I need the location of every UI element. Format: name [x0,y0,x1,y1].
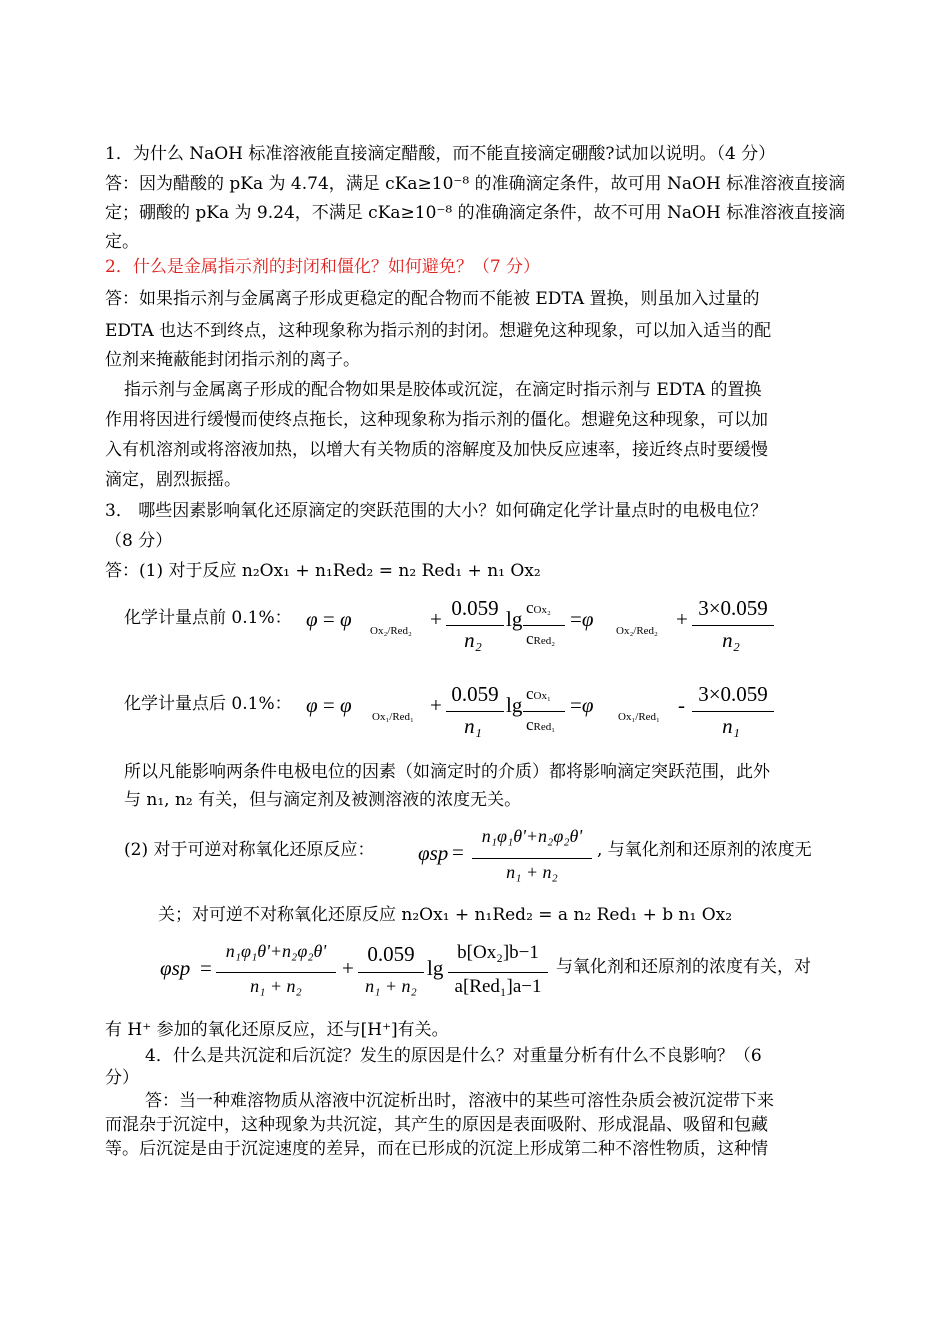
phi-symbol: φ [581,607,594,631]
conc-denominator [526,715,555,735]
equation-mid [570,607,593,632]
conc-subscript: Red₁ [533,721,556,733]
q4-question: 分） [105,1068,139,1088]
subscript: Ox₁/Red₁ [372,711,414,723]
phi-symbol: φ [306,693,318,717]
sp-denominator: n₁ + n₂ [506,862,558,882]
q3-h-line: 有 H⁺ 参加的氧化还原反应，还与[H⁺]有关。 [105,1020,449,1040]
part2-asym-line: 关；对可逆不对称氧化还原反应 n₂Ox₁ + n₁Red₂ = a n₂ Red₁ + b n₁ Ox₂ [158,905,733,925]
c-symbol: c [526,629,534,648]
fraction-numerator: 0.059 [367,942,415,966]
fraction-numerator: 0.059 [451,596,499,620]
fraction-denominator: n₂ [722,628,740,652]
conc-numerator [526,684,551,704]
conc-denominator [526,629,555,649]
phi-symbol: φ [339,693,352,717]
q2-answer-line: EDTA 也达不到终点，这种现象称为指示剂的封闭。想避免这种现象，可以加入适当的配 [105,321,772,341]
fraction-denominator: n₁ + n₂ [365,976,417,996]
sp-denominator: n₁ + n₂ [250,976,302,996]
phi-symbol: φ [581,693,594,717]
conc-subscript: Ox₁ [533,690,551,702]
fraction-numerator: 0.059 [451,682,499,706]
q3-conclusion: 与 n₁, n₂ 有关，但与滴定剂及被测溶液的浓度无关。 [124,790,522,810]
q2-answer-line: 位剂来掩蔽能封闭指示剂的离子。 [105,350,360,370]
eq-sign: = [452,840,464,864]
asym-tail: 与氧化剂和还原剂的浓度有关，对 [556,957,811,977]
q2-answer-line: 作用将因进行缓慢而使终点拖长，这种现象称为指示剂的僵化。想避免这种现象，可以加 [105,410,768,430]
asym-numerator: b[Ox₂]b−1 [457,942,539,963]
fraction-denominator: n₁ [722,714,740,738]
subscript: Ox₂/Red₂ [370,625,412,637]
phi-symbol: φ [339,607,352,631]
fraction-bar [448,972,548,973]
fraction-bar [692,625,774,626]
subscript: Ox₂/Red₂ [616,625,658,637]
eq-sign: = [570,607,582,631]
plus-sign: + [676,607,688,631]
after-label: 化学计量点后 0.1%： [124,694,292,714]
q3-conclusion: 所以凡能影响两条件电极电位的因素（如滴定时的介质）都将影响滴定突跃范围，此外 [124,762,770,782]
eq-sign: = [322,693,335,717]
phi-sp: φsp [418,841,449,865]
fraction-bar [446,711,504,712]
sp-numerator: n₁φ₁θ'+n₂φ₂θ' [225,941,327,961]
q2-question: 2．什么是金属指示剂的封闭和僵化？如何避免？（7 分） [105,257,541,277]
equation-before [306,607,352,632]
phi-symbol: φ [306,607,318,631]
q1-answer-line: 答：因为醋酸的 pKa 为 4.74，满足 cKa≥10⁻⁸ 的准确滴定条件，故可用 NaOH 标准溶液直接滴 [105,174,846,194]
equation-after [306,693,352,718]
lg-operator: lg [506,607,523,631]
part2-label: (2) 对于可逆对称氧化还原反应： [124,840,375,860]
q2-answer-line: 滴定，剧烈振摇。 [105,470,241,490]
plus-sign: + [342,956,354,980]
asym-denominator: a[Red₁]a−1 [454,976,542,997]
q4-question: 4．什么是共沉淀和后沉淀？发生的原因是什么？对重量分析有什么不良影响？（6 [145,1046,762,1066]
eq-sign: = [322,607,335,631]
q3-answer-intro: 答：(1) 对于反应 n₂Ox₁ + n₁Red₂ = n₂ Red₁ + n₁ Ox₂ [105,561,541,581]
sp-numerator: n₁φ₁θ'+n₂φ₂θ' [481,826,583,846]
q1-answer-line: 定。 [105,232,139,252]
fraction-denominator: n₁ [464,714,482,738]
fraction-bar [216,972,336,973]
conc-subscript: Ox₂ [533,604,551,616]
q2-answer-line: 入有机溶剂或将溶液加热，以增大有关物质的溶解度及加快反应速率，接近终点时要缓慢 [105,440,768,460]
c-symbol: c [526,684,534,703]
fraction-bar [358,972,424,973]
q1-answer-line: 定；硼酸的 pKa 为 9.24，不满足 cKa≥10⁻⁸ 的准确滴定条件，故不可用 NaOH 标准溶液直接滴 [105,203,846,223]
phi-sp: φsp [160,956,191,980]
c-symbol: c [526,715,534,734]
plus-sign: + [430,607,442,631]
fraction-numerator: 3×0.059 [698,596,768,620]
q3-question: （8 分） [105,531,173,551]
fraction-bar [523,711,565,712]
fraction-bar [446,625,504,626]
equation-mid [570,693,593,718]
q4-answer-line: 答：当一种难溶物质从溶液中沉淀析出时，溶液中的某些可溶性杂质会被沉淀带下来 [145,1091,774,1111]
fraction-numerator: 3×0.059 [698,682,768,706]
subscript: Ox₁/Red₁ [618,711,660,723]
before-label: 化学计量点前 0.1%： [124,608,292,628]
conc-subscript: Red₂ [533,635,556,647]
q4-answer-line: 等。后沉淀是由于沉淀速度的差异，而在已形成的沉淀上形成第二种不溶性物质，这种情 [105,1139,768,1159]
lg-operator: lg [427,956,444,980]
q3-question: 3． 哪些因素影响氧化还原滴定的突跃范围的大小？如何确定化学计量点时的电极电位？ [105,501,768,521]
fraction-bar [472,858,592,859]
part2-tail: , 与氧化剂和还原剂的浓度无 [597,840,812,860]
q1-question: 1．为什么 NaOH 标准溶液能直接滴定醋酸，而不能直接滴定硼酸?试加以说明。（4 分） [105,144,776,164]
eq-sign: = [570,693,582,717]
fraction-bar [692,711,774,712]
minus-sign: - [678,693,685,717]
fraction-bar [523,625,565,626]
plus-sign: + [430,693,442,717]
lg-operator: lg [506,693,523,717]
conc-numerator [526,598,551,618]
q4-answer-line: 而混杂于沉淀中，这种现象为共沉淀，其产生的原因是表面吸附、形成混晶、吸留和包藏 [105,1115,768,1135]
fraction-denominator: n₂ [464,628,482,652]
c-symbol: c [526,598,534,617]
eq-sign: = [200,956,212,980]
q2-answer-line: 指示剂与金属离子形成的配合物如果是胶体或沉淀，在滴定时指示剂与 EDTA 的置换 [124,380,762,400]
q2-answer-line: 答：如果指示剂与金属离子形成更稳定的配合物而不能被 EDTA 置换，则虽加入过量的 [105,289,760,309]
